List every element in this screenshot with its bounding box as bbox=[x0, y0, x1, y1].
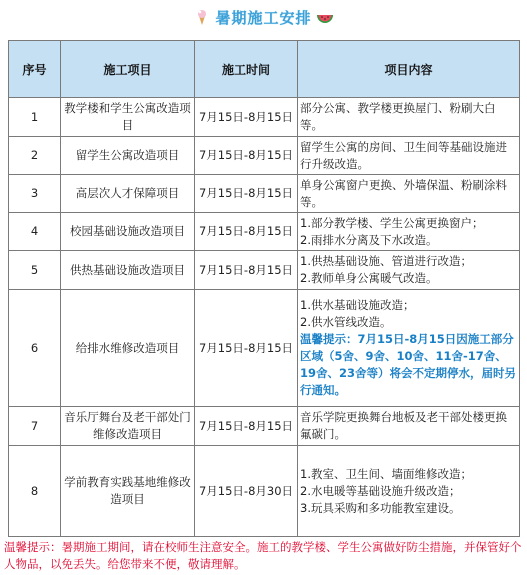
page-title: 暑期施工安排 bbox=[215, 8, 312, 27]
table-row bbox=[9, 98, 520, 137]
content-line: 1.部分教学楼、学生公寓更换窗户； bbox=[300, 215, 484, 230]
table-row bbox=[9, 407, 520, 446]
project-time: 7月15日-8月15日 bbox=[195, 98, 298, 137]
content-line: 音乐学院更换舞台地板及老干部处楼更换氟碳门。 bbox=[300, 410, 507, 441]
project-name: 高层次人才保障项目 bbox=[61, 175, 195, 213]
project-name: 校园基础设施改造项目 bbox=[61, 213, 195, 251]
content-line: 单身公寓窗户更换、外墙保温、粉刷涂料等。 bbox=[300, 177, 507, 209]
project-name: 教学楼和学生公寓改造项目 bbox=[61, 98, 195, 137]
table-header-row bbox=[9, 41, 520, 98]
row-number: 8 bbox=[9, 446, 61, 537]
row-number: 6 bbox=[9, 290, 61, 407]
row-number: 5 bbox=[9, 251, 61, 290]
table-row bbox=[9, 290, 520, 407]
schedule-table bbox=[8, 40, 520, 537]
row-number: 2 bbox=[9, 137, 61, 175]
project-content bbox=[298, 290, 520, 407]
content-line: 部分公寓、教学楼更换屋门、粉刷大白等。 bbox=[300, 101, 496, 132]
column-header-project: 施工项目 bbox=[61, 41, 195, 98]
water-outage-notice: 温馨提示：7月15日-8月15日因施工部分区域（5舍、9舍、10舍、11舍-17舍、19舍、23舍等）将会不定期停水，届时另行通知。 bbox=[300, 332, 517, 397]
table-row bbox=[9, 251, 520, 290]
project-name: 留学生公寓改造项目 bbox=[61, 137, 195, 175]
table-row bbox=[9, 446, 520, 537]
project-content bbox=[298, 137, 520, 175]
project-name: 给排水维修改造项目 bbox=[61, 290, 195, 407]
table-row bbox=[9, 175, 520, 213]
footer-notice: 温馨提示：暑期施工期间，请在校师生注意安全。施工的教学楼、学生公寓做好防尘措施，并保管好个人物品，以免丢失。给您带来不便，敬请理解。 bbox=[4, 540, 522, 571]
project-time: 7月15日-8月15日 bbox=[195, 175, 298, 213]
content-line: 1.供热基础设施、管道进行改造； bbox=[300, 254, 472, 268]
content-line: 留学生公寓的房间、卫生间等基础设施进行升级改造。 bbox=[300, 139, 507, 171]
row-number: 7 bbox=[9, 407, 61, 446]
project-time: 7月15日-8月15日 bbox=[195, 251, 298, 290]
project-name: 供热基础设施改造项目 bbox=[61, 251, 195, 290]
table-row bbox=[9, 213, 520, 251]
project-content bbox=[298, 175, 520, 213]
table-row bbox=[9, 137, 520, 175]
content-line: 2.水电暖等基础设施升级改造； bbox=[300, 483, 461, 498]
project-time: 7月15日-8月30日 bbox=[195, 446, 298, 537]
title-bar bbox=[0, 4, 527, 30]
content-line: 2.供水管线改造。 bbox=[300, 315, 392, 329]
project-time: 7月15日-8月15日 bbox=[195, 213, 298, 251]
project-time: 7月15日-8月15日 bbox=[195, 290, 298, 407]
project-content bbox=[298, 98, 520, 137]
content-line: 2.雨排水分离及下水改造。 bbox=[300, 232, 438, 247]
row-number: 4 bbox=[9, 213, 61, 251]
column-header-content: 项目内容 bbox=[298, 41, 520, 98]
row-number: 1 bbox=[9, 98, 61, 137]
project-content bbox=[298, 446, 520, 537]
project-content bbox=[298, 251, 520, 290]
project-content bbox=[298, 213, 520, 251]
content-line: 1.教室、卫生间、墙面维修改造； bbox=[300, 466, 472, 481]
content-line: 2.教师单身公寓暖气改造。 bbox=[300, 271, 438, 285]
ice-cream-cone-icon bbox=[193, 8, 211, 26]
column-header-time: 施工时间 bbox=[195, 41, 298, 98]
row-number: 3 bbox=[9, 175, 61, 213]
project-time: 7月15日-8月15日 bbox=[195, 137, 298, 175]
project-name: 音乐厅舞台及老干部处门维修改造项目 bbox=[61, 407, 195, 446]
column-header-no: 序号 bbox=[9, 41, 61, 98]
project-time: 7月15日-8月15日 bbox=[195, 407, 298, 446]
watermelon-slice-icon bbox=[316, 8, 334, 26]
content-line: 3.玩具采购和多功能教室建设。 bbox=[300, 500, 461, 515]
project-name: 学前教育实践基地维修改造项目 bbox=[61, 446, 195, 537]
project-content bbox=[298, 407, 520, 446]
content-line: 1.供水基础设施改造； bbox=[300, 298, 415, 312]
